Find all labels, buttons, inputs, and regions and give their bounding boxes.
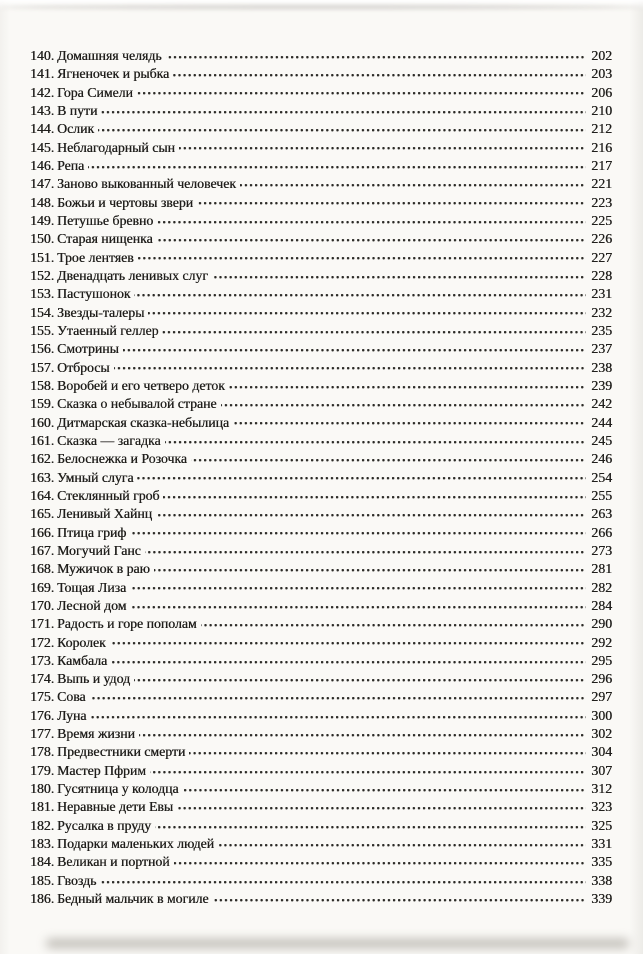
dot-leader bbox=[139, 734, 586, 740]
entry-title: Домашняя челядь bbox=[57, 48, 162, 63]
dot-leader bbox=[114, 367, 586, 373]
dot-leader bbox=[130, 587, 586, 593]
entry-page-number: 300 bbox=[591, 707, 612, 723]
entry-number: 152. bbox=[30, 267, 55, 283]
entry-number: 144. bbox=[30, 121, 55, 137]
entry-title: Звезды-талеры bbox=[57, 304, 145, 320]
toc-entry bbox=[30, 469, 612, 487]
dot-leader bbox=[221, 404, 586, 410]
dot-leader bbox=[218, 844, 586, 850]
entry-title: Трое лентяев bbox=[57, 249, 134, 265]
entry-title: Выпь и удод bbox=[57, 671, 130, 687]
entry-number: 172. bbox=[30, 634, 55, 650]
toc-entry bbox=[30, 267, 612, 285]
entry-number: 157. bbox=[30, 359, 55, 375]
toc-entry bbox=[30, 120, 612, 138]
toc-entry bbox=[30, 212, 612, 230]
entry-page-number: 242 bbox=[591, 396, 612, 412]
entry-title: Воробей и его четверо деток bbox=[57, 377, 225, 393]
entry-page-number: 212 bbox=[591, 121, 612, 137]
entry-number: 167. bbox=[30, 542, 55, 558]
toc-entry bbox=[30, 230, 612, 248]
dot-leader bbox=[130, 532, 586, 538]
entry-number: 170. bbox=[30, 597, 55, 613]
entry-title: Заново выкованный человечек bbox=[57, 176, 236, 192]
entry-page-number: 238 bbox=[591, 359, 612, 375]
entry-page-number: 223 bbox=[591, 194, 612, 210]
toc-entry bbox=[30, 542, 612, 560]
entry-page-number: 244 bbox=[591, 414, 612, 430]
entry-title: Двенадцать ленивых слуг bbox=[57, 267, 208, 283]
entry-title: Могучий Ганс bbox=[57, 542, 141, 558]
entry-page-number: 210 bbox=[591, 102, 612, 118]
dot-leader bbox=[213, 899, 587, 905]
dot-leader bbox=[101, 111, 586, 117]
entry-title: Гора Симели bbox=[57, 84, 133, 100]
toc-entry bbox=[30, 817, 612, 835]
entry-page-number: 255 bbox=[591, 487, 612, 503]
entry-page-number: 263 bbox=[591, 506, 612, 522]
toc-entry bbox=[30, 524, 612, 542]
entry-number: 173. bbox=[30, 652, 55, 668]
entry-number: 169. bbox=[30, 579, 55, 595]
entry-title: Неравные дети Евы bbox=[57, 799, 174, 815]
dot-leader bbox=[98, 129, 586, 135]
entry-page-number: 266 bbox=[591, 524, 612, 540]
entry-number: 151. bbox=[30, 249, 55, 265]
dot-leader bbox=[189, 752, 586, 758]
entry-title: Смотрины bbox=[57, 341, 119, 357]
toc-entry bbox=[30, 359, 612, 377]
dot-leader bbox=[183, 789, 586, 795]
entry-number: 181. bbox=[30, 799, 55, 815]
entry-page-number: 296 bbox=[591, 671, 612, 687]
dot-leader bbox=[100, 881, 586, 887]
entry-title: Пастушонок bbox=[57, 286, 131, 302]
entry-number: 145. bbox=[30, 139, 55, 155]
entry-page-number: 237 bbox=[591, 341, 612, 357]
entry-title: Мужичок в раю bbox=[57, 561, 150, 577]
toc-entry bbox=[30, 743, 612, 761]
entry-number: 180. bbox=[30, 781, 55, 797]
toc-entry bbox=[30, 634, 612, 652]
entry-number: 163. bbox=[30, 469, 55, 485]
scan-top-edge-shadow bbox=[0, 5, 643, 9]
toc-entry bbox=[30, 688, 612, 706]
entry-number: 168. bbox=[30, 561, 55, 577]
entry-title: Белоснежка и Розочка bbox=[57, 451, 187, 467]
dot-leader bbox=[233, 422, 586, 428]
toc-entry bbox=[30, 853, 612, 871]
entry-title: Бедный мальчик в могиле bbox=[57, 891, 209, 907]
toc-entry bbox=[30, 377, 612, 395]
toc-entry bbox=[30, 285, 612, 303]
entry-number: 160. bbox=[30, 414, 55, 430]
entry-title: Ленивый Хайнц bbox=[57, 506, 153, 522]
entry-page-number: 206 bbox=[591, 84, 612, 100]
entry-title: Сказка — загадка bbox=[57, 432, 161, 448]
toc-entry bbox=[30, 487, 612, 505]
entry-title: Умный слуга bbox=[57, 469, 134, 485]
entry-number: 179. bbox=[30, 762, 55, 778]
toc-entry bbox=[30, 65, 612, 83]
entry-number: 184. bbox=[30, 854, 55, 870]
toc-entry bbox=[30, 652, 612, 670]
entry-page-number: 297 bbox=[591, 689, 612, 705]
dot-leader bbox=[130, 606, 586, 612]
toc-entry bbox=[30, 139, 612, 157]
entry-title: Утаенный геллер bbox=[57, 322, 159, 338]
entry-page-number: 292 bbox=[591, 634, 612, 650]
dot-leader bbox=[155, 826, 586, 832]
dot-leader bbox=[90, 716, 586, 722]
dot-leader bbox=[177, 807, 586, 813]
entry-title: Лесной дом bbox=[57, 597, 127, 613]
entry-title: Русалка в пруду bbox=[57, 817, 152, 833]
entry-number: 156. bbox=[30, 341, 55, 357]
toc-entry bbox=[30, 84, 612, 102]
entry-page-number: 227 bbox=[591, 249, 612, 265]
entry-number: 165. bbox=[30, 506, 55, 522]
toc-list bbox=[30, 47, 612, 908]
entry-number: 174. bbox=[30, 671, 55, 687]
entry-page-number: 231 bbox=[591, 286, 612, 302]
dot-leader bbox=[179, 147, 586, 153]
entry-page-number: 295 bbox=[591, 652, 612, 668]
entry-title: Радость и горе пополам bbox=[57, 616, 197, 632]
entry-page-number: 239 bbox=[591, 377, 612, 393]
entry-page-number: 290 bbox=[591, 616, 612, 632]
entry-page-number: 307 bbox=[591, 762, 612, 778]
scan-bottom-edge-shadow bbox=[46, 939, 629, 948]
toc-entry bbox=[30, 322, 612, 340]
toc-entry bbox=[30, 175, 612, 193]
entry-title: В пути bbox=[57, 102, 98, 118]
entry-number: 185. bbox=[30, 872, 55, 888]
entry-title: Дитмарская сказка-небылица bbox=[57, 414, 229, 430]
entry-page-number: 338 bbox=[591, 872, 612, 888]
entry-title: Ягненочек и рыбка bbox=[57, 66, 170, 82]
dot-leader bbox=[137, 92, 586, 98]
entry-page-number: 331 bbox=[591, 836, 612, 852]
entry-page-number: 216 bbox=[591, 139, 612, 155]
entry-number: 175. bbox=[30, 689, 55, 705]
entry-number: 158. bbox=[30, 377, 55, 393]
entry-number: 182. bbox=[30, 817, 55, 833]
toc-entry bbox=[30, 725, 612, 743]
entry-number: 183. bbox=[30, 836, 55, 852]
dot-leader bbox=[88, 166, 586, 172]
entry-number: 155. bbox=[30, 322, 55, 338]
dot-leader bbox=[90, 697, 586, 703]
dot-leader bbox=[111, 661, 586, 667]
toc-entry bbox=[30, 780, 612, 798]
dot-leader bbox=[150, 771, 586, 777]
dot-leader bbox=[148, 312, 586, 318]
entry-page-number: 225 bbox=[591, 212, 612, 228]
entry-page-number: 245 bbox=[591, 432, 612, 448]
toc-entry bbox=[30, 579, 612, 597]
dot-leader bbox=[240, 184, 586, 190]
dot-leader bbox=[162, 331, 586, 337]
dot-leader bbox=[137, 477, 586, 483]
entry-page-number: 226 bbox=[591, 231, 612, 247]
entry-number: 178. bbox=[30, 744, 55, 760]
toc-entry bbox=[30, 249, 612, 267]
entry-title: Камбала bbox=[57, 652, 108, 668]
entry-number: 149. bbox=[30, 212, 55, 228]
dot-leader bbox=[174, 862, 586, 868]
dot-leader bbox=[163, 496, 586, 502]
toc-entry bbox=[30, 194, 612, 212]
entry-title: Луна bbox=[57, 707, 87, 723]
entry-title: Отбросы bbox=[57, 359, 110, 375]
entry-title: Подарки маленьких людей bbox=[57, 836, 215, 852]
entry-number: 154. bbox=[30, 304, 55, 320]
dot-leader bbox=[138, 257, 586, 263]
entry-number: 162. bbox=[30, 451, 55, 467]
entry-page-number: 217 bbox=[591, 157, 612, 173]
toc-entry bbox=[30, 890, 612, 908]
entry-number: 166. bbox=[30, 524, 55, 540]
entry-title: Предвестники смерти bbox=[57, 744, 186, 760]
toc-entry bbox=[30, 615, 612, 633]
dot-leader bbox=[197, 202, 586, 208]
dot-leader bbox=[165, 441, 586, 447]
entry-page-number: 325 bbox=[591, 817, 612, 833]
entry-page-number: 203 bbox=[591, 66, 612, 82]
toc-entry bbox=[30, 835, 612, 853]
entry-number: 148. bbox=[30, 194, 55, 210]
entry-page-number: 235 bbox=[591, 322, 612, 338]
entry-title: Неблагодарный сын bbox=[57, 139, 175, 155]
entry-title: Гвоздь bbox=[57, 872, 97, 888]
dot-leader bbox=[110, 642, 586, 648]
dot-leader bbox=[229, 386, 586, 392]
toc-entry bbox=[30, 414, 612, 432]
entry-title: Репа bbox=[57, 157, 85, 173]
dot-leader bbox=[154, 569, 586, 575]
entry-title: Время жизни bbox=[57, 726, 135, 742]
dot-leader bbox=[191, 459, 586, 465]
dot-leader bbox=[145, 551, 586, 557]
toc-entry bbox=[30, 762, 612, 780]
entry-page-number: 202 bbox=[591, 48, 612, 63]
entry-title: Стеклянный гроб bbox=[57, 487, 160, 503]
entry-number: 153. bbox=[30, 286, 55, 302]
entry-page-number: 339 bbox=[591, 891, 612, 907]
entry-page-number: 254 bbox=[591, 469, 612, 485]
toc-entry bbox=[30, 450, 612, 468]
entry-number: 141. bbox=[30, 66, 55, 82]
entry-title: Старая нищенка bbox=[57, 231, 153, 247]
entry-number: 143. bbox=[30, 102, 55, 118]
toc-entry bbox=[30, 304, 612, 322]
entry-number: 176. bbox=[30, 707, 55, 723]
entry-title: Ослик bbox=[57, 121, 95, 137]
toc-entry bbox=[30, 157, 612, 175]
toc-entry bbox=[30, 560, 612, 578]
dot-leader bbox=[212, 276, 586, 282]
dot-leader bbox=[156, 514, 586, 520]
entry-page-number: 335 bbox=[591, 854, 612, 870]
entry-title: Сказка о небывалой стране bbox=[57, 396, 217, 412]
entry-number: 171. bbox=[30, 616, 55, 632]
dot-leader bbox=[201, 624, 586, 630]
entry-page-number: 246 bbox=[591, 451, 612, 467]
entry-number: 146. bbox=[30, 157, 55, 173]
toc-entry bbox=[30, 872, 612, 890]
toc-entry bbox=[30, 102, 612, 120]
entry-page-number: 281 bbox=[591, 561, 612, 577]
entry-number: 164. bbox=[30, 487, 55, 503]
dot-leader bbox=[173, 74, 586, 80]
entry-number: 140. bbox=[30, 48, 55, 63]
toc-entry bbox=[30, 505, 612, 523]
dot-leader bbox=[157, 221, 586, 227]
toc-entry bbox=[30, 432, 612, 450]
toc-entry bbox=[30, 597, 612, 615]
dot-leader bbox=[123, 349, 586, 355]
entry-page-number: 284 bbox=[591, 597, 612, 613]
entry-number: 159. bbox=[30, 396, 55, 412]
entry-title: Божьи и чертовы звери bbox=[57, 194, 194, 210]
entry-page-number: 302 bbox=[591, 726, 612, 742]
entry-title: Сова bbox=[57, 689, 86, 705]
entry-title: Великан и портной bbox=[57, 854, 170, 870]
toc-entry bbox=[30, 47, 612, 65]
toc-entry bbox=[30, 670, 612, 688]
entry-page-number: 323 bbox=[591, 799, 612, 815]
entry-number: 150. bbox=[30, 231, 55, 247]
toc-entry bbox=[30, 798, 612, 816]
entry-page-number: 221 bbox=[591, 176, 612, 192]
entry-title: Петушье бревно bbox=[57, 212, 154, 228]
entry-page-number: 232 bbox=[591, 304, 612, 320]
entry-number: 147. bbox=[30, 176, 55, 192]
entry-title: Мастер Пфрим bbox=[57, 762, 146, 778]
entry-number: 142. bbox=[30, 84, 55, 100]
dot-leader bbox=[134, 679, 586, 685]
entry-number: 177. bbox=[30, 726, 55, 742]
entry-page-number: 304 bbox=[591, 744, 612, 760]
dot-leader bbox=[134, 294, 586, 300]
entry-title: Птица гриф bbox=[57, 524, 127, 540]
entry-number: 161. bbox=[30, 432, 55, 448]
dot-leader bbox=[166, 56, 586, 62]
toc-entry bbox=[30, 707, 612, 725]
entry-page-number: 312 bbox=[591, 781, 612, 797]
dot-leader bbox=[157, 239, 586, 245]
entry-title: Королек bbox=[57, 634, 106, 650]
entry-page-number: 282 bbox=[591, 579, 612, 595]
entry-number: 186. bbox=[30, 891, 55, 907]
toc-entry bbox=[30, 395, 612, 413]
entry-title: Тощая Лиза bbox=[57, 579, 127, 595]
entry-title: Гусятница у колодца bbox=[57, 781, 179, 797]
entry-page-number: 228 bbox=[591, 267, 612, 283]
entry-page-number: 273 bbox=[591, 542, 612, 558]
toc-entry bbox=[30, 340, 612, 358]
